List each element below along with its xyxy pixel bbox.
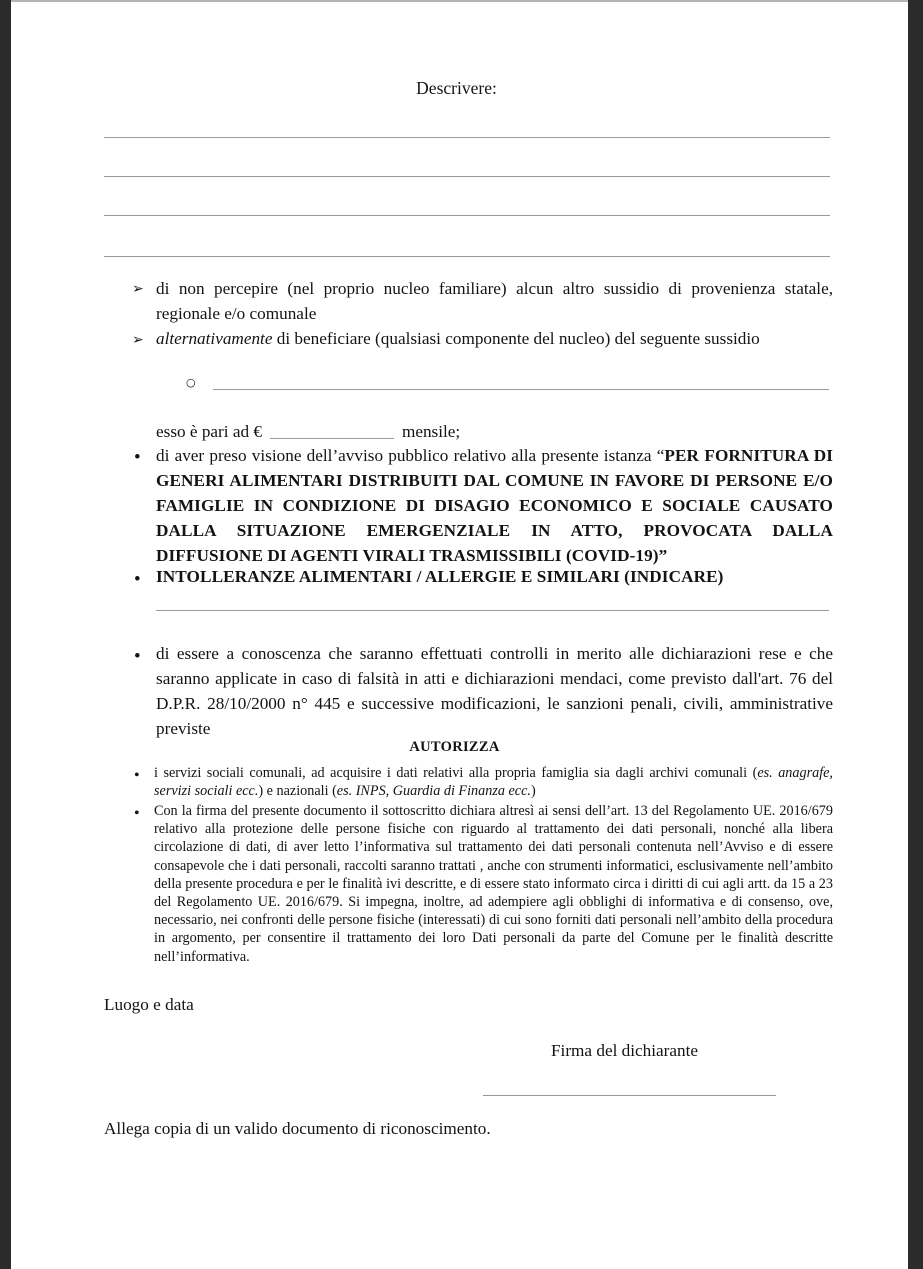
amount-fill-in-blank[interactable] [270,422,394,439]
dot-glyph-notice: • [134,447,141,468]
gdpr-text: Con la firma del presente documento il sottoscritto dichiara altresì ai sensi dell’art. 13 del Regolamento UE. 2016/679 relativo alla protezione delle persone fisiche con riguardo al trattamento dei dati personali, nonché alla libera circolazione di dati, di aver letto l’informativa sul trattamento dei dati personali contenuta nell’Avviso e di essere consapevole che i dati personali, raccolti saranno trattati , anche con strumenti informatici, esclusivamente nell’ambito della presente procedura e per le finalità ivi descritte, e di essere stato informato circa i diritti di cui agli artt. da 15 a 23 del Regolamento UE. 2016/679. Si impegna, inoltre, ad adempiere agli obblighi di informativa e di consenso, ove, necessario, nei confronti delle persone fisiche (interessati) di cui sono forniti dati personali nell’ambito della procedura in argomento, per consentire il trattamento dei loro Dati personali da parte del Comune per le finalità descritte nell’informativa. [154,803,833,965]
attachment-note [104,1119,491,1139]
dot-bullet-icon-controls [134,647,141,666]
social-services-italic1: es. anagrafe, servizi sociali ecc. [154,765,833,800]
document-page [11,2,908,1269]
page-title-text: Descrivere: [416,78,497,98]
public-notice-lead: di aver preso visione dell’avviso pubblico relativo alla presente istanza “ [156,446,665,465]
declaration-intolerances [156,564,833,589]
intolerances-fill-in-line[interactable] [156,610,829,611]
dot-bullet-icon-intolerances [134,570,141,589]
social-services-part1: i servizi sociali comunali, ad acquisire i dati relativi alla propria famiglia sia dagli archivi comunali ( [154,765,758,781]
declaration-no-other-subsidy [156,276,833,326]
social-services-italic2: es. INPS, Guardia di Finanza ecc. [336,783,531,800]
dot-glyph-intolerances: • [134,569,141,590]
authorization-social-services [154,764,833,800]
intolerances-label: INTOLLERANZE ALIMENTARI / ALLERGIE E SIMILARI (INDICARE) [156,567,724,586]
blank-line-1 [104,137,830,138]
autorizza-heading [11,739,908,756]
arrow-glyph-2: ➢ [132,332,144,348]
attachment-note-text: Allega copia di un valido documento di riconoscimento. [104,1119,491,1138]
circle-bullet-icon [186,376,196,389]
declaration-public-notice [156,443,833,568]
page-title [11,78,908,99]
social-services-part2: ) e nazionali ( [258,783,337,800]
dot-bullet-icon-gdpr [134,806,140,822]
subsidy-fill-in-line[interactable] [213,389,829,390]
dot-bullet-icon-social-services [134,768,140,784]
authorization-gdpr [154,802,833,966]
place-date-text: Luogo e data [104,995,194,1014]
signature-label [551,1041,698,1061]
blank-line-2 [104,176,830,177]
declaration-no-other-subsidy-text: di non percepire (nel proprio nucleo familiare) alcun altro sussidio di provenienza statale, regionale e/o comunale [156,279,833,323]
document-content [11,2,908,1269]
circle-glyph: ○ [186,376,196,389]
blank-line-4 [104,256,830,257]
blank-line-3 [104,215,830,216]
amount-line-suffix: mensile; [401,422,461,441]
dot-bullet-icon-notice [134,448,141,467]
dot-glyph-controls: • [134,646,141,667]
declaration-controls [156,641,833,741]
social-services-part3: ) [530,783,536,800]
amount-line [156,419,756,444]
arrow-bullet-icon-2 [132,332,144,348]
dot-glyph-social-services: • [134,767,140,784]
alternatively-rest: di beneficiare (qualsiasi componente del nucleo) del seguente sussidio [272,329,760,348]
signature-fill-in-line[interactable] [483,1095,776,1096]
place-date-label [104,995,194,1015]
autorizza-heading-text: AUTORIZZA [409,739,500,755]
public-notice-title: PER FORNITURA DI GENERI ALIMENTARI DISTRIBUITI DAL COMUNE IN FAVORE DI PERSONE E/O FAMIGLIE IN CONDIZIONE DI DISAGIO ECONOMICO E SOCIALE CAUSATO DALLA SITUAZIONE EMERGENZIALE IN ATTO, PROVOCATA DALLA DIFFUSIONE DI AGENTI VIRALI TRASMISSIBILI (COVID-19)” [156,446,833,565]
controls-text: di essere a conoscenza che saranno effettuati controlli in merito alle dichiarazioni rese e che saranno applicate in caso di falsità in atti e dichiarazioni mendaci, come previsto dall'art. 76 del D.P.R. 28/10/2000 n° 445 e successive modificazioni, le sanzioni penali, civili, amministrative previste [156,644,833,738]
arrow-bullet-icon-1 [132,281,144,297]
declaration-alternatively-subsidy [156,326,833,351]
dot-glyph-gdpr: • [134,805,140,822]
amount-line-prefix: esso è pari ad € [156,422,262,441]
signature-label-text: Firma del dichiarante [551,1041,698,1060]
arrow-glyph-1: ➢ [132,281,144,297]
alternatively-emphasis: alternativamente [156,329,273,348]
